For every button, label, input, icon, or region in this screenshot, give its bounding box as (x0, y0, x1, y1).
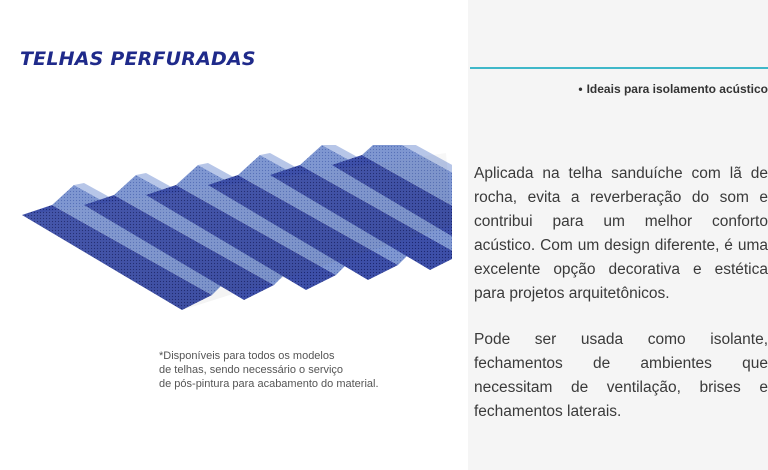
footnote (159, 349, 379, 391)
footnote-line-2: de telhas, sendo necessário o serviço (159, 364, 344, 376)
perforated-roof-sheet-image (12, 145, 452, 325)
description-paragraph-1: Aplicada na telha sanduíche com lã de rocha, evita a reverberação do som e contribui para um melhor conforto acústico. Com um design diferente, é uma excelente opção decorativa e estética para projetos arquitetônicos. (474, 165, 768, 302)
tagline (578, 82, 768, 96)
tagline-text: Ideais para isolamento acústico (586, 82, 768, 96)
page-title: TELHAS PERFURADAS (20, 48, 256, 70)
bullet-icon: • (578, 82, 583, 96)
description-paragraph-2: Pode ser usada como isolante, fechamentos de ambientes que necessitam de ventilação, brises e fechamentos laterais. (474, 331, 768, 420)
footnote-line-1: *Disponíveis para todos os modelos (159, 350, 335, 362)
accent-divider (470, 67, 768, 69)
footnote-line-3: de pós-pintura para acabamento do material. (159, 378, 379, 390)
